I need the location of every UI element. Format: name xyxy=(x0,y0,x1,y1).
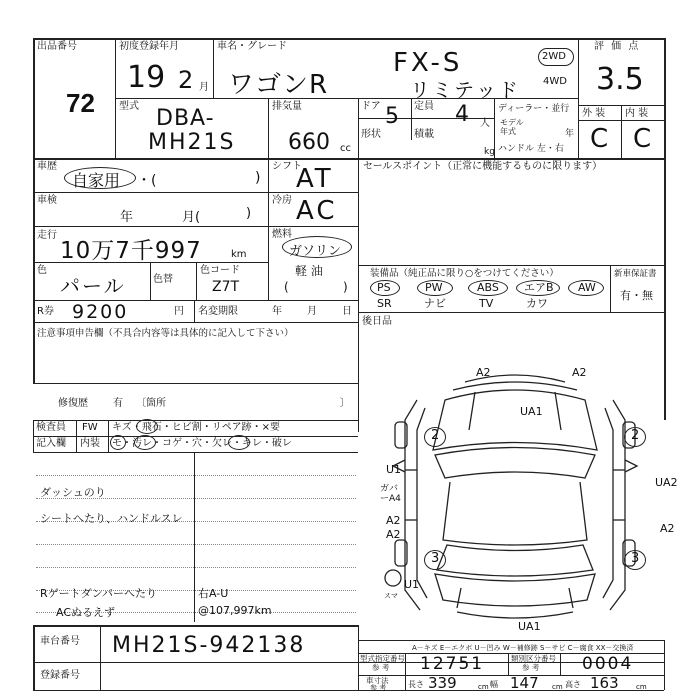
repair-value: 有 xyxy=(113,398,123,409)
notes-label: 注意事項申告欄（不具合内容等は具体的に記入して下さい） xyxy=(37,328,294,339)
type-value-1: DBA- xyxy=(156,106,215,131)
repair-label: 修復歴 xyxy=(58,398,88,409)
interior-label: 内 装 xyxy=(625,108,649,119)
mark-3-right: 3 xyxy=(631,551,640,566)
note-1: ダッシュのり xyxy=(40,486,106,499)
spare-label: スマ xyxy=(384,592,398,600)
type-label: 型式 xyxy=(119,101,139,112)
class-number: 0004 xyxy=(582,654,634,674)
inspector-label: 検査員 xyxy=(36,422,66,433)
color-label: 色 xyxy=(37,265,47,276)
note-right-2: @107,997km xyxy=(198,604,272,617)
month-unit: 月 xyxy=(199,82,209,93)
type-cert-number: 12751 xyxy=(420,654,485,674)
type-cert-label: 型式指定番号 xyxy=(360,654,405,663)
fuel-value: ガソリン xyxy=(289,244,342,259)
equip-airbag: エアB xyxy=(524,281,554,294)
drive-4wd: 4WD xyxy=(543,76,567,87)
mark-a2-front-left: A2 xyxy=(476,366,491,379)
displacement-unit: cc xyxy=(340,143,351,154)
mileage-unit: km xyxy=(231,249,247,260)
registration-month: 2 xyxy=(178,66,194,94)
model-name: ワゴンR xyxy=(228,70,329,100)
mark-a2-left-1: A2 xyxy=(386,514,401,527)
equipment-label: 装備品（純正品に限り○をつけてください） xyxy=(370,268,559,279)
type-value-2: MH21S xyxy=(148,130,236,155)
load-unit: kg xyxy=(484,147,495,157)
equip-pw: PW xyxy=(425,281,443,294)
mark-ua2-right: UA2 xyxy=(655,476,678,489)
repair-bracket-open: 〔箇所 xyxy=(136,398,166,409)
warranty-value: 有・無 xyxy=(620,289,653,302)
equip-navi: ナビ xyxy=(424,297,446,310)
model-year-label-2: 年式 xyxy=(500,127,516,136)
mark-2-left: 2 xyxy=(431,428,440,443)
type-cert-sub: 参 考 xyxy=(372,663,390,672)
mark-cover-a4: ガバーA4 xyxy=(380,484,401,504)
shaken-year: 年 xyxy=(120,210,134,225)
note-3: Rゲートダンパーへたり xyxy=(40,587,157,600)
equip-ps: PS xyxy=(377,281,391,294)
color-value: パール xyxy=(60,274,126,298)
door-value: 5 xyxy=(385,104,399,129)
fw-label: FW xyxy=(82,422,98,433)
mark-circle-2 xyxy=(110,435,126,450)
load-label: 積載 xyxy=(414,129,434,140)
fuel-diesel: 軽 油 xyxy=(295,264,323,278)
drive-2wd: 2WD xyxy=(542,51,566,62)
fuel-label: 燃料 xyxy=(272,229,292,240)
interior-grade: C xyxy=(633,124,652,154)
width-value: 147 xyxy=(510,674,539,692)
lot-number: 72 xyxy=(66,88,95,118)
name-change-month: 月 xyxy=(307,306,317,317)
chassis-label: 車台番号 xyxy=(40,636,80,647)
mark-a2-front-right: A2 xyxy=(572,366,587,379)
note-4: ACぬるえず xyxy=(56,606,116,619)
chassis-number: MH21S-942138 xyxy=(112,633,306,658)
height-value: 163 xyxy=(590,674,619,692)
mileage-value: 10万7千997 xyxy=(60,238,202,264)
mark-a2-right: A2 xyxy=(660,522,675,535)
registration-year: 19 xyxy=(127,60,166,95)
fuel-other-close: ) xyxy=(343,280,348,294)
name-change-label: 名変期限 xyxy=(198,306,238,317)
length-label: 長さ xyxy=(408,680,424,689)
color-code-value: Z7T xyxy=(212,279,240,295)
dimension-sub: 参 考 xyxy=(370,684,387,692)
registration-number-label: 登録番号 xyxy=(40,670,80,681)
height-unit: cm xyxy=(636,683,647,691)
door-label: ドア xyxy=(361,101,381,112)
history-close: ) xyxy=(255,170,261,186)
model-year-label-1: モデル xyxy=(500,118,524,127)
mark-ua1-hood: UA1 xyxy=(520,405,543,418)
length-value: 339 xyxy=(428,674,457,692)
shift-value: AT xyxy=(296,164,334,194)
score-label: 評 価 点 xyxy=(594,41,641,52)
width-label: 幅 xyxy=(490,680,498,689)
first-registration-label: 初度登録年月 xyxy=(119,41,179,52)
ac-label: 冷房 xyxy=(272,195,292,206)
model-label: 車名・グレード xyxy=(217,41,287,52)
mark-circle-3 xyxy=(134,435,156,450)
history-value: 自家用 xyxy=(72,171,121,190)
capacity-value: 4 xyxy=(455,102,469,127)
dealer-label: ディーラー・並行 xyxy=(498,104,570,114)
mark-circle-4 xyxy=(228,435,250,450)
after-items-label: 後日品 xyxy=(362,316,392,327)
shaken-month: 月( xyxy=(182,210,201,225)
grade-line-2: リミテッド xyxy=(410,78,520,102)
recycle-label: R券 xyxy=(37,306,54,317)
mark-3-left: 3 xyxy=(431,551,440,566)
grade-line-1: FX-S xyxy=(393,48,463,78)
recycle-unit: 円 xyxy=(174,306,184,317)
shift-label: シフト xyxy=(272,161,302,172)
exterior-grade: C xyxy=(590,124,609,154)
equip-leather: カワ xyxy=(526,297,548,310)
mark-ua1-rear: UA1 xyxy=(518,620,541,633)
equip-sr: SR xyxy=(377,297,392,310)
shaken-close: ) xyxy=(246,206,252,221)
note-right-1: 右A-U xyxy=(198,587,229,600)
equip-aw: AW xyxy=(578,281,596,294)
shape-label: 形状 xyxy=(361,129,381,140)
class-sub: 参 考 xyxy=(522,663,540,672)
capacity-label: 定員 xyxy=(414,101,434,112)
history-label: 車歴 xyxy=(37,161,57,172)
interior-codes: モ・汚レ・コゲ・穴・欠レ・キレ・破レ xyxy=(112,438,292,449)
warranty-label: 新車保証書 xyxy=(614,269,657,279)
sales-point-label: セールスポイント（正常に機能するものに限ります） xyxy=(363,161,603,172)
mark-circle-1 xyxy=(136,419,158,434)
length-unit: cm xyxy=(478,683,489,691)
mark-u1-left: U1 xyxy=(386,463,402,476)
mark-a2-left-2: A2 xyxy=(386,528,401,541)
capacity-unit: 人 xyxy=(480,118,490,129)
color-code-label: 色コード xyxy=(200,265,240,276)
car-damage-diagram xyxy=(365,360,665,635)
mark-u1-rear: U1 xyxy=(404,578,420,591)
shaken-label: 車検 xyxy=(37,195,57,206)
mileage-label: 走行 xyxy=(37,230,57,241)
recorder-label: 記入欄 xyxy=(36,438,66,449)
equip-tv: TV xyxy=(479,297,494,310)
equip-abs: ABS xyxy=(477,281,499,294)
note-2: シートへたり、ハンドルスレ xyxy=(40,512,183,525)
displacement-value: 660 xyxy=(288,130,330,155)
score-value: 3.5 xyxy=(596,62,644,97)
dimension-label: 車寸法 xyxy=(366,676,389,685)
model-year-unit: 年 xyxy=(565,129,575,139)
fuel-other-open: ( xyxy=(284,280,289,294)
interior-row-label: 内装 xyxy=(80,438,100,449)
lot-label: 出品番号 xyxy=(37,41,77,52)
recycle-value: 9200 xyxy=(72,301,129,323)
color-change-label: 色替 xyxy=(153,274,173,285)
handle-label: ハンドル 左・右 xyxy=(498,144,564,154)
exterior-codes: キズ・飛石・ヒビ割・リペア跡・×要 xyxy=(112,422,280,433)
height-label: 高さ xyxy=(565,680,581,689)
width-unit: cm xyxy=(552,683,563,691)
name-change-day: 日 xyxy=(342,306,352,317)
damage-legend: A－キズ E－エクボ U－凹み W－補修跡 S－サビ C－腐食 XX－交換済 xyxy=(412,644,634,652)
exterior-label: 外 装 xyxy=(582,108,606,119)
name-change-year: 年 xyxy=(272,306,282,317)
ac-value: AC xyxy=(296,196,338,226)
class-label: 類別区分番号 xyxy=(511,654,556,663)
history-dot: ・( xyxy=(137,173,157,189)
displacement-label: 排気量 xyxy=(272,101,302,112)
repair-bracket-close: 〕 xyxy=(340,398,350,409)
mark-2-right: 2 xyxy=(631,428,640,443)
